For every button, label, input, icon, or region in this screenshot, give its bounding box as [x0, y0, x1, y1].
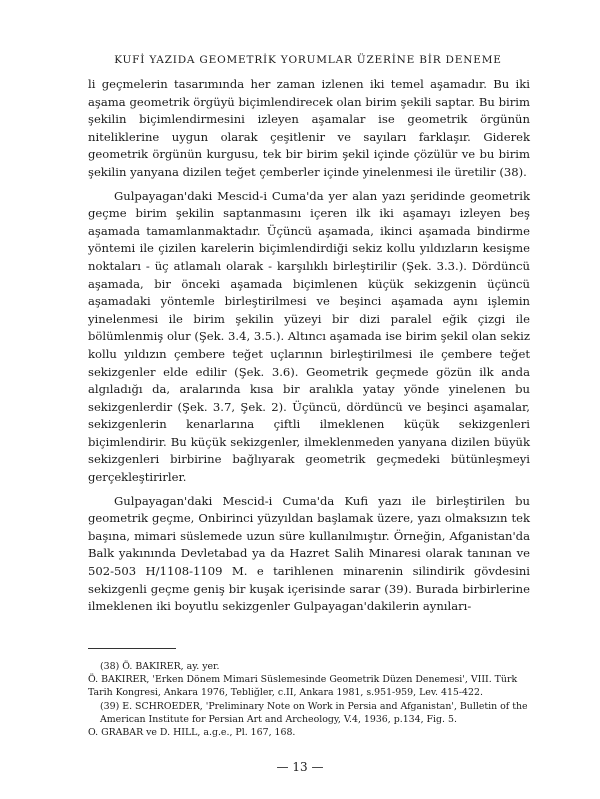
- running-header: KUFİ YAZIDA GEOMETRİK YORUMLAR ÜZERİNE BİR DENEME: [114, 54, 502, 66]
- paragraph: Gulpayagan'daki Mescid-i Cuma'da Kufi yazı ile birleştirilen bu geometrik geçme, Onbirinci yüzyıldan başlamak üzere, yazı olmaksızın tek başına, mimari süslemede uzun süre kullanılmıştır. Örneğin, Afganistan'da Balk yakınında Devletabad ya da Hazret Salih Minaresi olarak tanınan ve 502-503 H/1108-1109 M. e tarihlenen minarenin silindirik gövdesini sekizgenli geçme geniş bir kuşak içerisinde sarar (39). Burada birbirlerine ilmeklenen iki boyutlu sekizgenler Gulpayagan'dakilerin aynıları-: [88, 493, 530, 614]
- footnotes: [88, 660, 530, 739]
- paragraph: Gulpayagan'daki Mescid-i Cuma'da yer alan yazı şeridinde geometrik geçme birim şekilin saptanmasını içeren ilk iki aşamayı izleyen beş aşamada tamamlanmaktadır. Üçüncü aşamada, ikinci aşamada bindirme yöntemi ile çizilen karelerin biçimlendirdiği sekiz kollu yıldızların kesişme noktaları - üç atlamalı olarak - karşılıklı birleştirilir (Şek. 3.3.). Dördüncü aşamada, bir önceki aşamada biçimlenen küçük sekizgenin üçüncü aşamadaki yöntemle birleştirilmesi ve beşinci aşamada aynı işlemin yinelenmesi ile birim şekilin yüzeyi bir dizi paralel eğik çizgi ile bölümlenmiş olur (Şek. 3.4, 3.5.). Altıncı aşamada ise birim şekil olan sekiz kollu yıldızın çembere teğet uçlarının birleştirilmesi ile çembere teğet sekizgenler elde edilir (Şek. 3.6). Geometrik geçmede gözün ilk anda algıladığı da, aralarında kısa bir aralıkla yatay yönde yinelenen bu sekizgenlerdir (Şek. 3.7, Şek. 2). Üçüncü, dördüncü ve beşinci aşamalar, sekizgenlerin kenarlarına çiftli ilmeklenen küçük sekizgenleri biçimlendirir. Bu küçük sekizgenler, ilmeklenmeden yanyana dizilen büyük sekizgenleri birbirine bağlıyarak geometrik geçmedeki bütünleşmeyi gerçekleştirirler.: [88, 188, 530, 485]
- footnote-divider: [88, 648, 176, 649]
- footnote: (38) Ö. BAKIRER, ay. yer.: [100, 661, 220, 672]
- footnote: Ö. BAKIRER, 'Erken Dönem Mimari Süslemesinde Geometrik Düzen Denemesi', VIII. Türk Tarih Kongresi, Ankara 1976, Tebliğler, c.II, Ankara 1981, s.951-959, Lev. 415-422.: [88, 674, 518, 699]
- page-number: — 13 —: [276, 760, 324, 774]
- paragraph: li geçmelerin tasarımında her zaman izlenen iki temel aşamadır. Bu iki aşama geometrik örgüyü biçimlendirecek olan birim şekili saptar. Bu birim şekilin biçimlendirmesini izleyen aşamalar ise geometrik örgünün niteliklerine uygun olarak çeşitlenir ve sayıları farklaşır. Giderek geometrik örgünün kurgusu, tek bir birim şekil içinde çözülür ve bu birim şekilin yanyana dizilen teğet çemberler içinde yinelenmesi ile üretilir (38).: [88, 77, 530, 179]
- footnote: O. GRABAR ve D. HILL, a.g.e., Pl. 167, 168.: [88, 727, 296, 739]
- footnote: (39) E. SCHROEDER, 'Preliminary Note on Work in Persia and Afganistan', Bulletin of the American Institute for Persian Art and Archeology, V.4, 1936, p.134, Fig. 5.: [100, 700, 528, 725]
- body-text: [88, 76, 530, 622]
